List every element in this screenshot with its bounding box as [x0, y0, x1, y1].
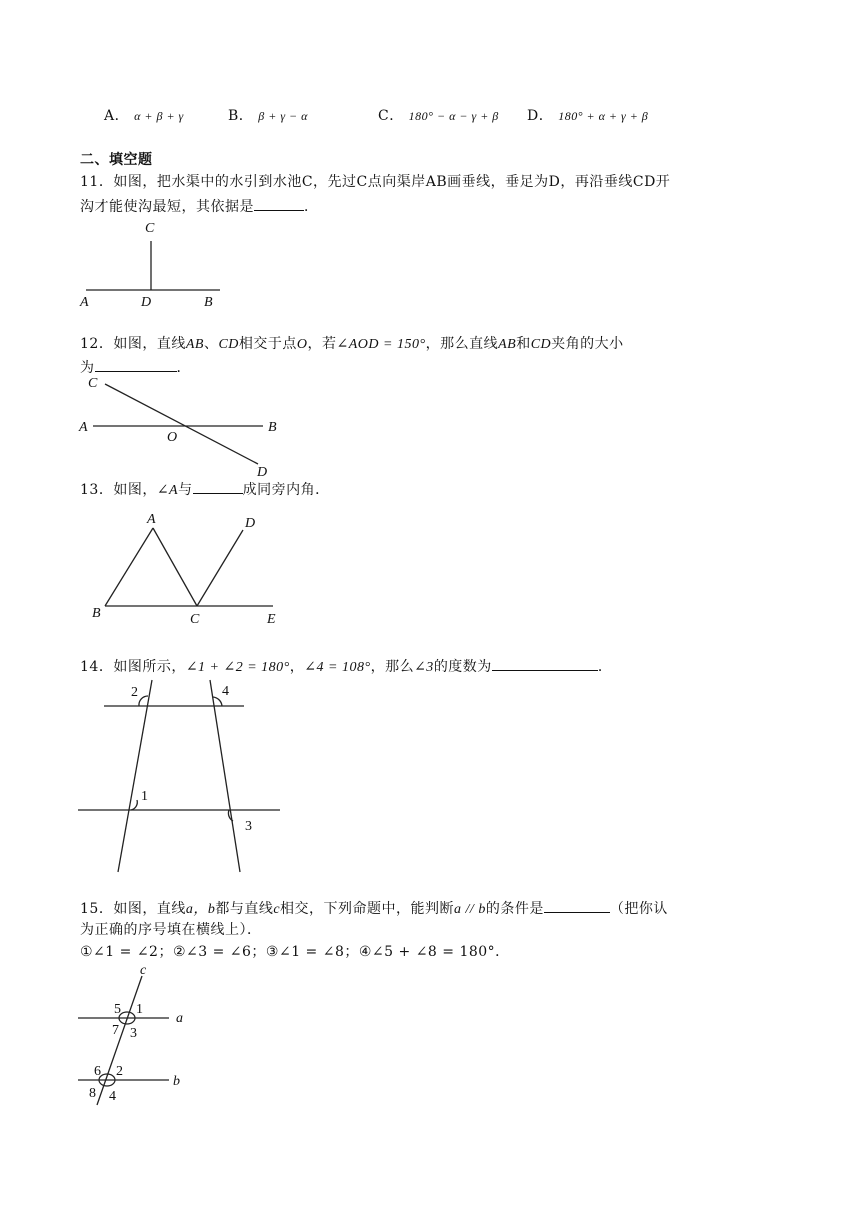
q15-label-4: 4 [109, 1089, 116, 1104]
q12-label-o: O [167, 430, 178, 445]
q12-line1 [80, 334, 624, 355]
q12-ab: AB [185, 337, 204, 352]
choice-c [378, 106, 499, 126]
q11-answer-blank[interactable] [254, 196, 304, 211]
choice-letter: B． [228, 108, 254, 124]
q13-label-c: C [190, 612, 200, 627]
q13-figure [85, 505, 295, 630]
q14-label-4: 4 [222, 684, 229, 699]
q15-ab: a，b [185, 902, 216, 917]
q12-sep: 、 [203, 336, 219, 352]
q14-figure [72, 676, 287, 876]
choice-d [527, 106, 648, 126]
q15-cond: a // b [454, 902, 486, 917]
q12-cd2: CD [530, 337, 552, 352]
q15-paren: （把你认 [609, 901, 668, 917]
q15-label-8: 8 [89, 1086, 96, 1101]
choice-expr: 180° + α + γ + β [558, 109, 649, 123]
q13-line-ba [105, 528, 153, 606]
q12-line-cd [105, 384, 258, 464]
q14-arc-1 [131, 800, 137, 810]
q14-line-right [210, 680, 240, 872]
q13-label-b: B [92, 606, 101, 621]
q11-label-a: A [80, 295, 89, 310]
q15-line2: 为正确的序号填在横线上）． [80, 922, 262, 938]
q12-end: ． [176, 360, 191, 376]
q12-tail: ，那么直线 [425, 336, 499, 352]
q14-line-left [118, 680, 152, 872]
q11-label-b: B [204, 295, 213, 310]
q15-c: c [273, 902, 281, 917]
q15-label-c: c [140, 963, 147, 978]
q13-line [80, 479, 330, 501]
q12-ab2: AB [498, 337, 517, 352]
q12-figure [75, 370, 290, 482]
q13-label-d: D [245, 516, 256, 531]
q13-text: 13．如图， [80, 482, 157, 498]
q14-end: ． [597, 659, 613, 675]
q13-answer-blank[interactable] [193, 479, 243, 494]
q13-angle: ∠A [156, 483, 179, 498]
q12-label-c: C [88, 376, 98, 391]
q13-post: 成同旁内角． [242, 482, 330, 498]
q12-text: 12．如图，直线 [80, 336, 186, 352]
q14-answer-blank[interactable] [492, 656, 598, 671]
q12-comma: ，若 [307, 336, 337, 352]
q15-label-3: 3 [130, 1026, 137, 1041]
q11-label-d: D [141, 295, 152, 310]
choice-letter: D． [527, 108, 554, 124]
q15-mid3: 的条件是 [485, 901, 544, 917]
q12-mid: 相交于点 [238, 336, 297, 352]
choice-expr: α + β + γ [134, 109, 184, 123]
q15-answer-blank[interactable] [544, 898, 610, 913]
q14-angle3: ∠3 [414, 660, 434, 675]
q14-label-1: 1 [141, 789, 148, 804]
q15-options: ①∠1 = ∠2；②∠3 = ∠6；③∠1 = ∠8；④∠5 + ∠8 = 180°． [80, 944, 510, 960]
q14-label-2: 2 [131, 685, 138, 700]
q14-text: 14．如图所示， [80, 659, 186, 675]
q14-post: 的度数为 [433, 659, 492, 675]
q14-label-3: 3 [245, 819, 252, 834]
q11-line1: 11．如图，把水渠中的水引到水池C，先过C点向渠岸AB画垂线，垂足为D，再沿垂线CD开 [80, 174, 671, 190]
q12-tail2: 夹角的大小 [551, 336, 624, 352]
choice-expr: 180° − α − γ + β [408, 109, 499, 123]
q12-angle: ∠AOD = 150° [336, 337, 426, 352]
q15-label-5: 5 [114, 1002, 121, 1017]
q15-label-b: b [173, 1074, 180, 1089]
q15-figure [72, 960, 207, 1110]
q12-label-d: D [257, 465, 268, 480]
q15-mid: 都与直线 [215, 901, 274, 917]
choice-letter: A． [104, 108, 130, 124]
q15-line1 [80, 898, 668, 920]
q13-label-e: E [267, 612, 276, 627]
choice-expr: β + γ − α [258, 109, 308, 123]
q11-label-c: C [145, 221, 155, 236]
choice-b [228, 106, 308, 126]
q12-he: 和 [516, 336, 531, 352]
q15-label-7: 7 [112, 1023, 119, 1038]
q13-line-ac [153, 528, 197, 606]
q15-mid2: 相交，下列命题中，能判断 [280, 901, 455, 917]
q12-cd: CD [218, 337, 239, 352]
q11-line2 [80, 196, 319, 217]
q15-label-2: 2 [116, 1064, 123, 1079]
q15-text: 15．如图，直线 [80, 901, 186, 917]
q12-o: O [296, 337, 308, 352]
choice-a [104, 106, 184, 126]
section-title: 二、填空题 [80, 152, 153, 168]
q13-mid: 与 [178, 482, 193, 498]
q11-text: 沟才能使沟最短，其依据是 [80, 199, 254, 215]
q15-label-a: a [176, 1011, 183, 1026]
q13-label-a: A [147, 512, 156, 527]
q12-wei: 为 [80, 360, 95, 376]
q12-label-a: A [79, 420, 88, 435]
q14-sep: ， [289, 659, 305, 675]
q13-line-cd [197, 530, 243, 606]
q14-eq1: ∠1 + ∠2 = 180° [185, 660, 290, 675]
q11-figure [70, 215, 240, 310]
choice-letter: C． [378, 108, 404, 124]
q14-arc-2 [139, 696, 148, 706]
q14-mid: ，那么 [370, 659, 415, 675]
q12-label-b: B [268, 420, 277, 435]
q15-label-6: 6 [94, 1064, 101, 1079]
q14-eq2: ∠4 = 108° [304, 660, 371, 675]
q14-line [80, 656, 612, 678]
q11-end: ． [304, 199, 319, 215]
q15-label-1: 1 [136, 1002, 143, 1017]
